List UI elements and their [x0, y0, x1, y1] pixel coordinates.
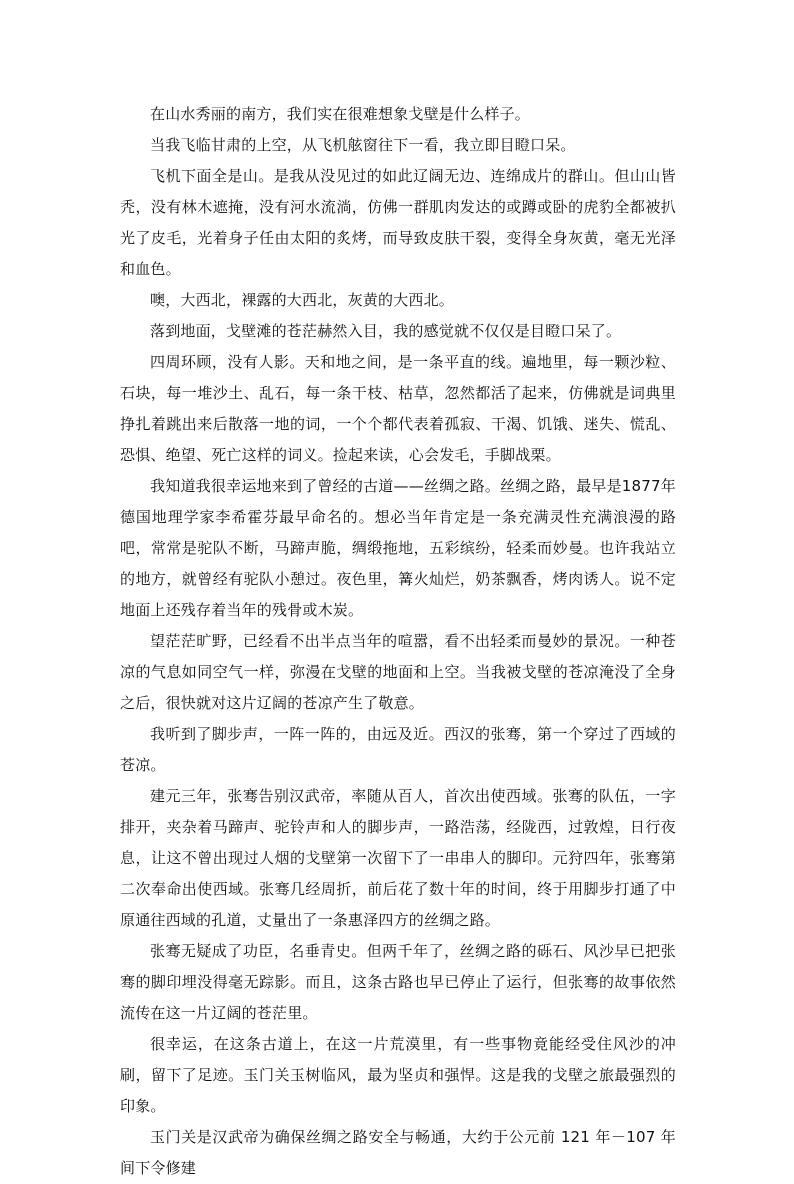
paragraph: 飞机下面全是山。是我从没见过的如此辽阔无边、连绵成片的群山。但山山皆秃，没有林木遮掩，没有河水流淌，仿佛一群肌肉发达的或蹲或卧的虎豹全都被扒光了皮毛，光着身子任由太阳的炙烤，而导致皮肤干裂，变得全身灰黄，毫无光泽和血色。: [120, 167, 676, 278]
paragraph: 落到地面，戈壁滩的苍茫赫然入目，我的感觉就不仅仅是目瞪口呆了。: [150, 322, 622, 340]
paragraph: 建元三年，张骞告别汉武帝，率随从百人，首次出使西域。张骞的队伍，一字排开，夹杂着马蹄声、驼铃声和人的脚步声，一路浩荡，经陇西，过敦煌，日行夜息，让这不曾出现过人烟的戈壁第一次留下了一串串人的脚印。元狩四年，张骞第二次奉命出使西域。张骞几经周折，前后花了数十年的时间，终于用脚步打通了中原通往西域的孔道，丈量出了一条惠泽四方的丝绸之路。: [120, 787, 676, 929]
paragraph: 在山水秀丽的南方，我们实在很难想象戈壁是什么样子。: [150, 105, 531, 123]
paragraph: 很幸运，在这条古道上，在这一片荒漠里，有一些事物竟能经受住风沙的冲刷，留下了足迹。玉门关玉树临风，最为坚贞和强悍。这是我的戈壁之旅最强烈的印象。: [120, 1035, 676, 1115]
paragraph: 我听到了脚步声，一阵一阵的，由远及近。西汉的张骞，第一个穿过了西域的苍凉。: [120, 725, 676, 774]
paragraph: 望茫茫旷野，已经看不出半点当年的喧嚣，看不出轻柔而曼妙的景况。一种苍凉的气息如同空气一样，弥漫在戈壁的地面和上空。当我被戈壁的苍凉淹没了全身之后，很快就对这片辽阔的苍凉产生了敬意。: [120, 632, 676, 712]
paragraph: 张骞无疑成了功臣，名垂青史。但两千年了，丝绸之路的砾石、风沙早已把张骞的脚印埋没得毫无踪影。而且，这条古路也早已停止了运行，但张骞的故事依然流传在这一片辽阔的苍茫里。: [120, 942, 676, 1022]
article-body: [120, 99, 676, 1184]
paragraph: 我知道我很幸运地来到了曾经的古道——丝绸之路。丝绸之路，最早是1877年德国地理学家李希霍芬最早命名的。想必当年肯定是一条充满灵性充满浪漫的路吧，常常是驼队不断，马蹄声脆，绸缎拖地，五彩缤纷，轻柔而妙曼。也许我站立的地方，就曾经有驼队小憩过。夜色里，篝火灿烂，奶茶飘香，烤肉诱人。说不定地面上还残存着当年的残骨或木炭。: [120, 477, 676, 619]
paragraph: 玉门关是汉武帝为确保丝绸之路安全与畅通，大约于公元前 121 年－107 年间下令修建: [120, 1128, 676, 1177]
paragraph: 当我飞临甘肃的上空，从飞机舷窗往下一看，我立即目瞪口呆。: [150, 136, 576, 154]
paragraph: 四周环顾，没有人影。天和地之间，是一条平直的线。遍地里，每一颗沙粒、石块，每一堆沙土、乱石，每一条干枝、枯草，忽然都活了起来，仿佛就是词典里挣扎着跳出来后散落一地的词，一个个都代表着孤寂、干渴、饥饿、迷失、慌乱、恐惧、绝望、死亡这样的词义。捡起来读，心会发毛，手脚战栗。: [120, 353, 676, 464]
paragraph: 噢，大西北，裸露的大西北，灰黄的大西北。: [150, 291, 455, 309]
